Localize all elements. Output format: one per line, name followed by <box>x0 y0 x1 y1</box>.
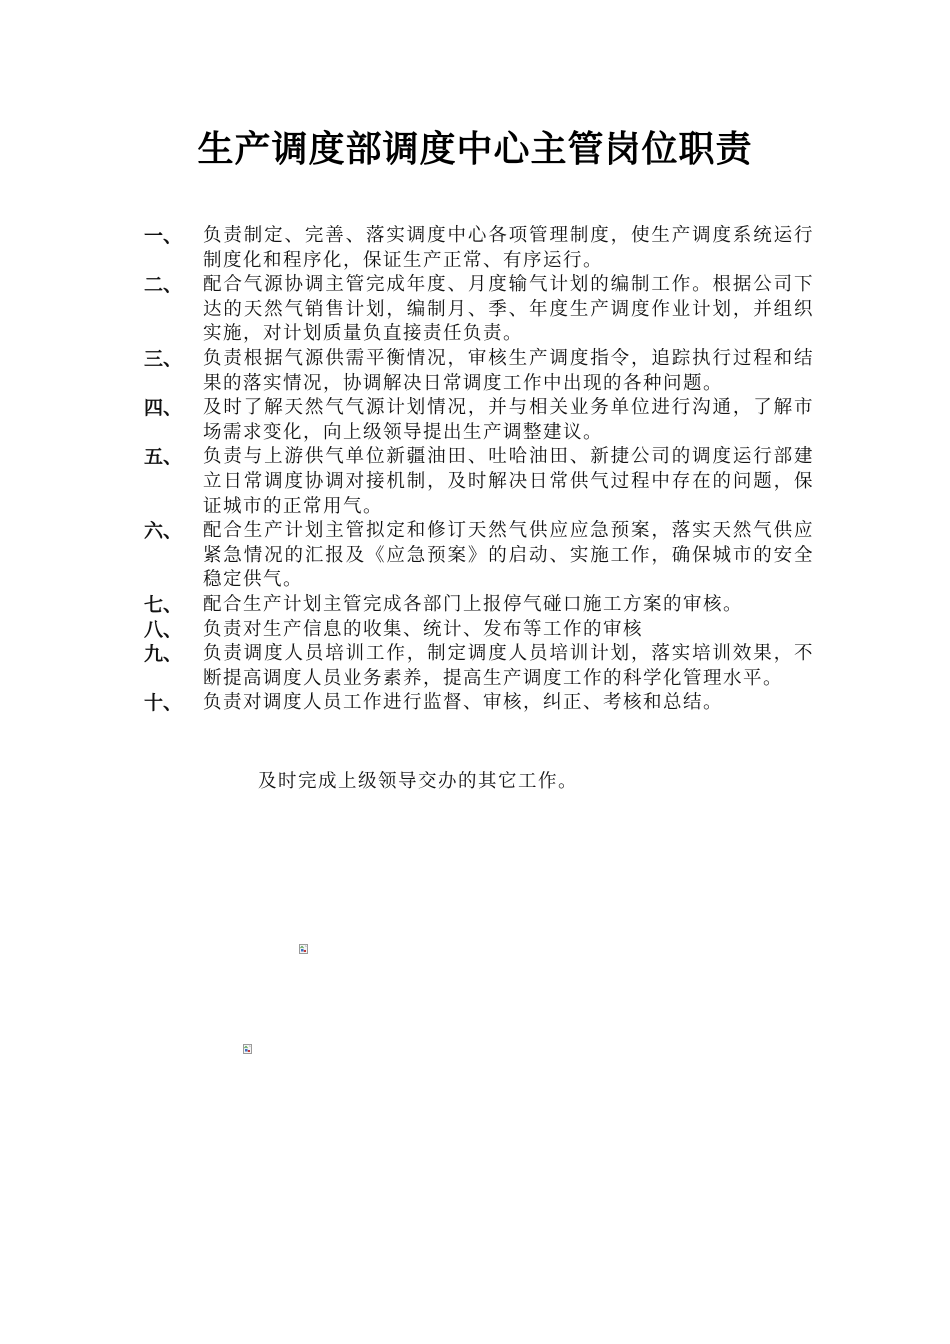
item-number: 一、 <box>144 225 183 247</box>
broken-image-icon <box>243 1044 253 1054</box>
item-text: 负责根据气源供需平衡情况，审核生产调度指令，追踪执行过程和结果的落实情况，协调解决日常调度工作中出现的各种问题。 <box>203 347 814 394</box>
item-number: 九、 <box>144 643 183 666</box>
item-text: 负责与上游供气单位新疆油田、吐哈油田、新捷公司的调度运行部建立日常调度协调对接机制，及时解决日常供气过程中存在的问题，保证城市的正常用气。 <box>203 446 814 517</box>
item-number: 三、 <box>144 347 183 370</box>
duty-list <box>144 224 814 716</box>
list-item <box>144 593 814 618</box>
list-item <box>144 445 814 519</box>
list-item <box>144 273 814 347</box>
item-number: 五、 <box>144 446 183 469</box>
item-number: 四、 <box>144 397 183 420</box>
list-item <box>144 642 814 691</box>
item-text: 配合生产计划主管拟定和修订天然气供应应急预案，落实天然气供应紧急情况的汇报及《应急预案》的启动、实施工作，确保城市的安全稳定供气。 <box>203 520 814 591</box>
item-text: 负责对生产信息的收集、统计、发布等工作的审核 <box>203 618 644 640</box>
item-text: 及时了解天然气气源计划情况，并与相关业务单位进行沟通，了解市场需求变化，向上级领导提出生产调整建议。 <box>203 397 814 443</box>
item-text: 配合生产计划主管完成各部门上报停气碰口施工方案的审核。 <box>203 593 744 615</box>
item-text: 负责对调度人员工作进行监督、审核，纠正、考核和总结。 <box>203 692 724 714</box>
broken-image-icon <box>299 944 309 954</box>
item-number: 七、 <box>144 593 183 616</box>
list-item <box>144 519 814 593</box>
item-number: 八、 <box>144 618 183 641</box>
list-item <box>144 224 814 273</box>
page-title: 生产调度部调度中心主管岗位职责 <box>197 129 753 170</box>
list-item <box>144 691 814 716</box>
list-item <box>144 396 814 445</box>
item-text: 负责制定、完善、落实调度中心各项管理制度，使生产调度系统运行制度化和程序化，保证生产正常、有序运行。 <box>203 225 814 271</box>
list-item <box>144 347 814 396</box>
item-text: 负责调度人员培训工作，制定调度人员培训计划，落实培训效果，不断提高调度人员业务素养，提高生产调度工作的科学化管理水平。 <box>203 643 814 689</box>
item-text: 配合气源协调主管完成年度、月度输气计划的编制工作。根据公司下达的天然气销售计划，编制月、季、年度生产调度作业计划，并组织实施，对计划质量负直接责任负责。 <box>203 274 814 345</box>
item-number: 二、 <box>144 274 183 297</box>
closing-duty-text: 及时完成上级领导交办的其它工作。 <box>258 771 579 792</box>
list-item <box>144 618 814 643</box>
item-number: 六、 <box>144 520 183 543</box>
item-number: 十、 <box>144 692 183 715</box>
